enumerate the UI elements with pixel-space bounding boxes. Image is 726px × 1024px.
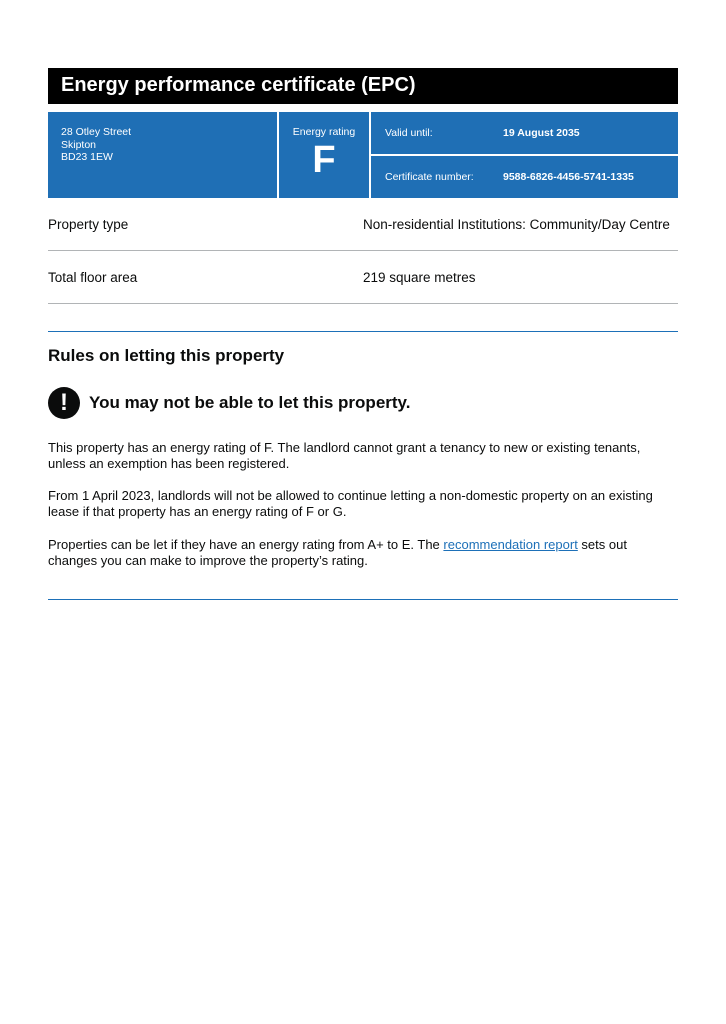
certificate-number-label: Certificate number: [385,171,474,183]
energy-rating-label: Energy rating [292,126,356,138]
recommendation-report-link[interactable]: recommendation report [443,537,578,552]
address-postcode: BD23 1EW [61,151,113,163]
floor-area-value: 219 square metres [363,269,476,285]
rules-heading: Rules on letting this property [48,346,285,365]
warning-text: You may not be able to let this property. [89,393,411,412]
energy-rating-letter: F [312,139,336,181]
address-block [48,112,277,198]
exclamation-icon: ! [48,387,80,419]
certificate-number-row [371,156,678,198]
epc-page [48,68,678,600]
property-type-label: Property type [48,216,129,232]
property-type-row [48,198,678,251]
rules-paragraph-2: From 1 April 2023, landlords will not be allowed to continue letting a non-domestic property on an existing lease if that property has an energy rating of F or G. [48,488,653,519]
floor-area-row [48,251,678,304]
energy-rating-block [279,112,369,198]
valid-until-value: 19 August 2035 [503,127,580,139]
paragraph-3-start: Properties can be let if they have an energy rating from A+ to E. The [48,537,444,552]
address-line-1: 28 Otley Street [61,126,132,138]
certificate-details [371,112,678,198]
summary-panel [48,112,678,198]
page-title: Energy performance certificate (EPC) [48,68,678,104]
valid-until-row [371,112,678,154]
section-divider [48,331,678,332]
valid-until-label: Valid until: [385,127,433,139]
rules-paragraph-1: This property has an energy rating of F. The landlord cannot grant a tenancy to new or existing tenants, unless an exemption has been registered. [48,440,641,471]
section-divider-bottom [48,599,678,600]
warning-callout [48,387,678,419]
certificate-number-value: 9588-6826-4456-5741-1335 [503,171,634,183]
property-type-value: Non-residential Institutions: Community/Day Centre [363,216,670,232]
address-line-2: Skipton [61,138,97,151]
paragraph-3-end: sets out changes you can make to improve the property’s rating. [48,537,627,568]
floor-area-label: Total floor area [48,269,138,285]
rules-paragraph-3 [48,537,678,568]
